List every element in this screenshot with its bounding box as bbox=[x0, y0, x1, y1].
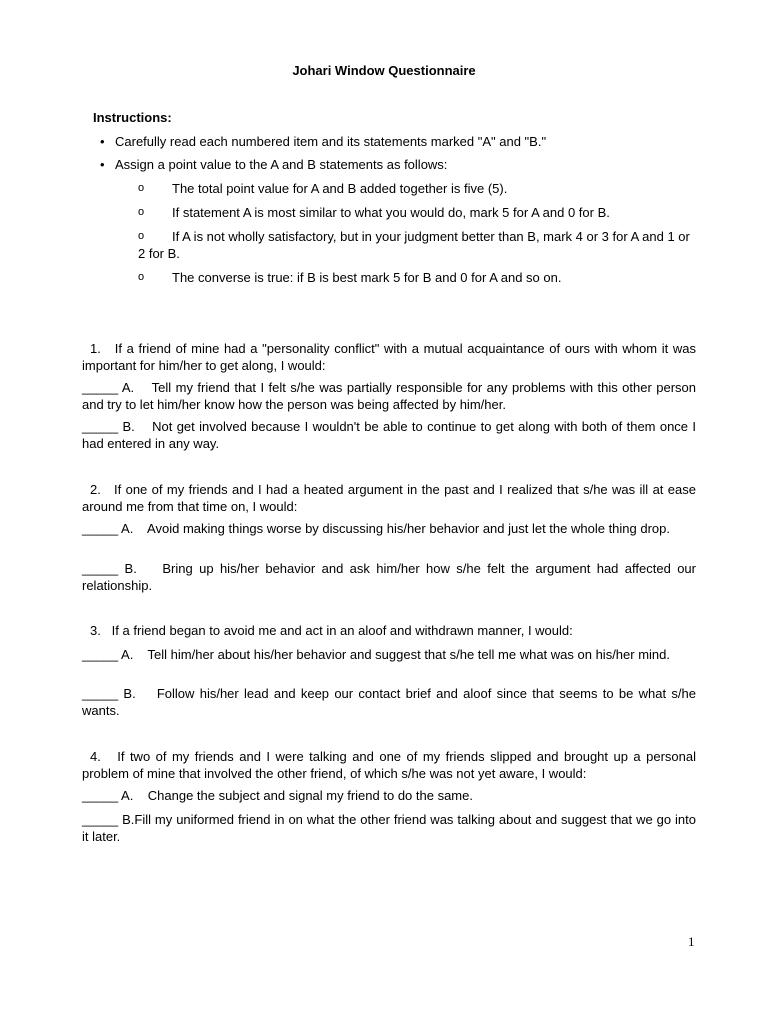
instruction-sub-bullet bbox=[138, 269, 698, 286]
bullet-text: Assign a point value to the A and B statements as follows: bbox=[115, 157, 448, 172]
sub-bullet-icon: o bbox=[138, 271, 145, 283]
bullet-text: Carefully read each numbered item and its statements marked "A" and "B." bbox=[115, 134, 547, 149]
question-2-option-a: _____ A. Avoid making things worse by discussing his/her behavior and just let the whole thing drop. bbox=[82, 521, 671, 536]
sub-bullet-text: If A is not wholly satisfactory, but in your judgment better than B, mark 4 or 3 for A and 1 or 2 for B. bbox=[138, 229, 690, 261]
bullet-icon: • bbox=[100, 134, 105, 149]
question-2-option-b: _____ B. Bring up his/her behavior and ask him/her how s/he felt the argument had affected our relationship. bbox=[82, 561, 700, 593]
question-1-option-b: _____ B. Not get involved because I wouldn't be able to continue to get along with both of them once I had entered in any way. bbox=[82, 419, 700, 451]
sub-bullet-text: If statement A is most similar to what you would do, mark 5 for A and 0 for B. bbox=[172, 205, 610, 220]
instruction-sub-bullet bbox=[138, 228, 698, 262]
question-3: 3. If a friend began to avoid me and act in an aloof and withdrawn manner, I would: bbox=[90, 623, 573, 638]
question-4: 4. If two of my friends and I were talking and one of my friends slipped and brought up a personal problem of mine that involved the other friend, of which s/he was not yet aware, I would: bbox=[82, 749, 700, 781]
bullet-icon: • bbox=[100, 157, 105, 172]
page-title: Johari Window Questionnaire bbox=[292, 63, 476, 78]
question-1-option-a: _____ A. Tell my friend that I felt s/he was partially responsible for any problems with this other person and try to let him/her know how the person was being affected by him/her. bbox=[82, 380, 700, 412]
sub-bullet-icon: o bbox=[138, 182, 145, 194]
question-4-option-a: _____ A. Change the subject and signal my friend to do the same. bbox=[82, 788, 473, 803]
question-2: 2. If one of my friends and I had a heated argument in the past and I realized that s/he was ill at ease around me from that time on, I would: bbox=[82, 482, 700, 514]
instruction-sub-bullet bbox=[138, 204, 698, 221]
instruction-sub-bullet bbox=[138, 180, 698, 197]
sub-bullet-text: The converse is true: if B is best mark 5 for B and 0 for A and so on. bbox=[172, 270, 562, 285]
question-4-option-b: _____ B.Fill my uniformed friend in on what the other friend was talking about and suggest that we go into it later. bbox=[82, 812, 700, 844]
sub-bullet-icon: o bbox=[138, 206, 145, 218]
question-3-option-b: _____ B. Follow his/her lead and keep our contact brief and aloof since that seems to be what s/he wants. bbox=[82, 686, 700, 718]
question-1: 1. If a friend of mine had a "personality conflict" with a mutual acquaintance of ours with whom it was important for him/her to get along, I would: bbox=[82, 341, 700, 373]
page-number: 1 bbox=[688, 934, 695, 949]
instructions-heading: Instructions: bbox=[93, 110, 172, 125]
sub-bullet-icon: o bbox=[138, 230, 145, 242]
sub-bullet-text: The total point value for A and B added together is five (5). bbox=[172, 181, 508, 196]
question-3-option-a: _____ A. Tell him/her about his/her behavior and suggest that s/he tell me what was on his/her mind. bbox=[82, 647, 670, 662]
